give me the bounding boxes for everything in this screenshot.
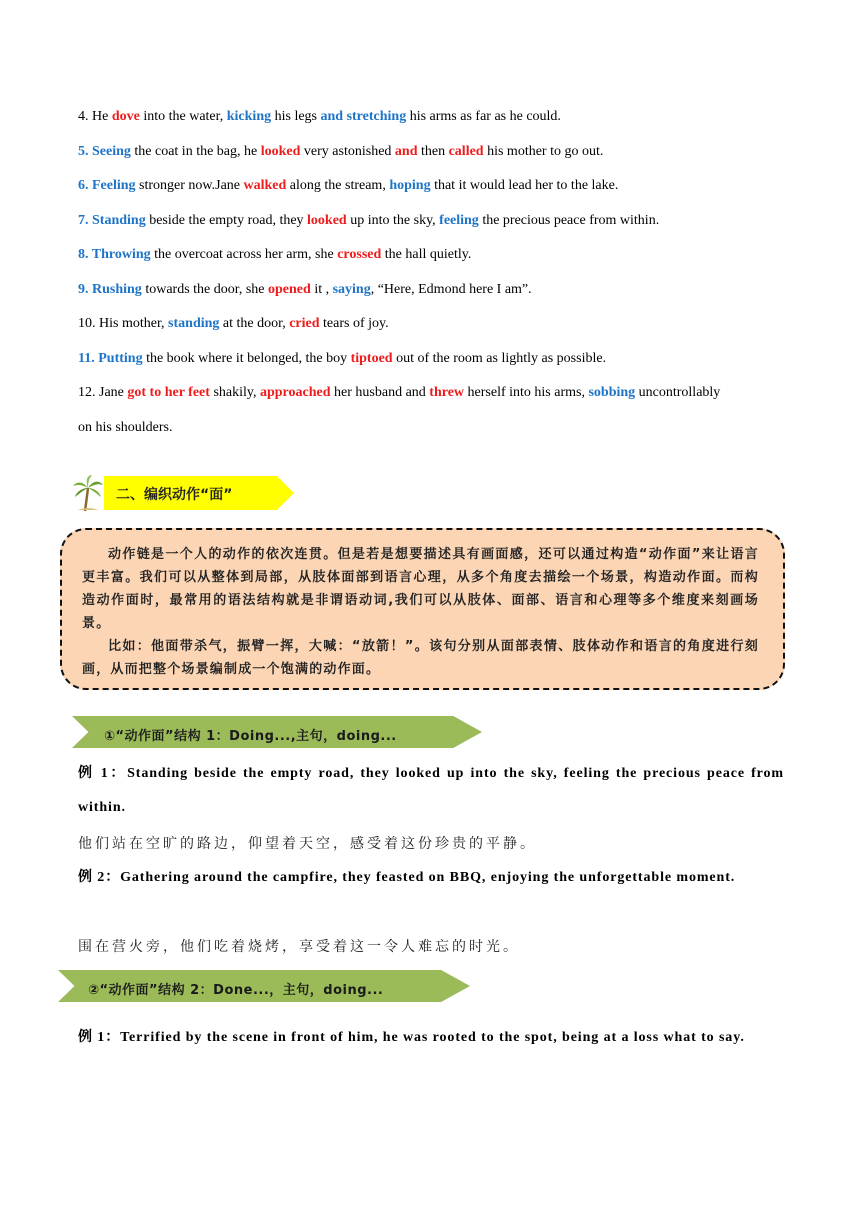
structure-1-example-1: 例 1：Standing beside the empty road, they looked up into the sky, feeling the precious peace from within. <box>78 766 784 815</box>
palm-tree-icon <box>72 474 104 512</box>
highlighted-verb: got to her feet <box>127 385 210 400</box>
sentence-text: it , <box>310 282 333 297</box>
sentence-text: his legs <box>271 109 321 124</box>
sentence-line <box>78 351 606 367</box>
highlighted-verb: kicking <box>226 109 272 124</box>
sentence-text: tears of joy. <box>319 316 389 331</box>
highlighted-verb: standing <box>168 316 220 331</box>
sentence-text: then <box>417 144 449 159</box>
sentence-text: shakily, <box>209 385 260 400</box>
sentence-text: his arms as far as he could. <box>406 109 561 124</box>
sentence-text: that it would lead her to the lake. <box>430 178 619 193</box>
highlighted-verb: looked <box>260 144 301 159</box>
highlighted-verb: looked <box>307 213 347 228</box>
highlighted-verb: feeling <box>439 213 479 228</box>
highlighted-verb: dove <box>111 109 140 124</box>
sentence-line <box>78 144 603 160</box>
note-paragraph-1: 动作链是一个人的动作的依次连贯。但是若是想要描述具有画面感，还可以通过构造“动作面”来让语言更丰富。我们可以从整体到局部，从肢体面部到语言心理，从多个角度去描绘一个场景，构造动作面。而构造动作面时，最常用的语法结构就是非谓语动词,我们可以从肢体、面部、语言和心理等多个维度来刻画场景。 <box>82 547 759 631</box>
sentence-text: her husband and <box>330 385 430 400</box>
structure-2-example-1: 例 1：Terrified by the scene in front of him, he was rooted to the spot, being at a loss what to say. <box>78 1030 745 1045</box>
sentence-text: herself into his arms, <box>464 385 589 400</box>
highlighted-verb: 9. Rushing <box>78 282 142 297</box>
sentence-text: 10. His mother, <box>78 316 169 331</box>
sentence-text: very astonished <box>300 144 395 159</box>
highlighted-verb: opened <box>268 282 311 297</box>
sentence-text: his mother to go out. <box>483 144 604 159</box>
highlighted-verb: 7. Standing <box>78 213 146 228</box>
note-paragraph-2: 比如：他面带杀气，振臂一挥，大喊：“放箭！”。该句分别从面部表情、肢体动作和语言的角度进行刻画，从而把整个场景编制成一个饱满的动作面。 <box>82 639 759 677</box>
sentence-text: up into the sky, <box>346 213 440 228</box>
sentence-text: into the water, <box>139 109 227 124</box>
sentence-text: the coat in the bag, he <box>130 144 261 159</box>
sentence-line <box>78 282 532 298</box>
sentence-text: the book where it belonged, the boy <box>142 351 351 366</box>
sentence-text: the overcoat across her arm, she <box>150 247 338 262</box>
sentence-text: uncontrollably <box>635 385 721 400</box>
sentence-line <box>78 213 659 229</box>
structure-1-label: ①“动作面”结构 1：Doing...,主句，doing... <box>104 729 397 744</box>
highlighted-verb: threw <box>429 385 465 400</box>
sentence-text: towards the door, she <box>141 282 269 297</box>
sentence-line <box>78 178 618 194</box>
sentence-text: the hall quietly. <box>381 247 472 262</box>
highlighted-verb: 8. Throwing <box>78 247 151 262</box>
sentence-line <box>78 385 720 401</box>
highlighted-verb: and stretching <box>320 109 407 124</box>
sentence-line <box>78 109 561 125</box>
highlighted-verb: approached <box>259 385 331 400</box>
sentence-line <box>78 247 471 263</box>
highlighted-verb: called <box>448 144 484 159</box>
sentence-text: along the stream, <box>286 178 390 193</box>
highlighted-verb: 6. Feeling <box>78 178 136 193</box>
structure-1-example-1-translation: 他们站在空旷的路边，仰望着天空，感受着这份珍贵的平静。 <box>78 836 537 852</box>
sentence-text: beside the empty road, they <box>145 213 308 228</box>
highlighted-verb: saying <box>332 282 371 297</box>
section-heading: 二、编织动作“面” <box>116 487 233 503</box>
sentence-text: on his shoulders. <box>78 420 173 435</box>
sentence-text: out of the room as lightly as possible. <box>392 351 607 366</box>
highlighted-verb: cried <box>289 316 320 331</box>
structure-1-example-2: 例 2：Gathering around the campfire, they feasted on BBQ, enjoying the unforgettable moment. <box>78 870 736 885</box>
highlighted-verb: 11. Putting <box>78 351 143 366</box>
sentence-text: 12. Jane <box>78 385 128 400</box>
highlighted-verb: 5. Seeing <box>78 144 131 159</box>
sentence-text: at the door, <box>219 316 290 331</box>
highlighted-verb: hoping <box>389 178 431 193</box>
highlighted-verb: walked <box>243 178 287 193</box>
sentence-text: the precious peace from within. <box>478 213 660 228</box>
highlighted-verb: crossed <box>337 247 382 262</box>
highlighted-verb: and <box>394 144 418 159</box>
sentence-line <box>78 316 389 332</box>
sentence-line <box>78 420 173 436</box>
sentence-text: stronger now.Jane <box>135 178 244 193</box>
explanation-note <box>60 528 785 690</box>
highlighted-verb: sobbing <box>588 385 636 400</box>
sentence-text: , “Here, Edmond here I am”. <box>370 282 532 297</box>
structure-2-label: ②“动作面”结构 2：Done...，主句，doing... <box>88 983 384 998</box>
sentence-text: 4. He <box>78 109 112 124</box>
highlighted-verb: tiptoed <box>350 351 393 366</box>
structure-1-example-2-translation: 围在营火旁，他们吃着烧烤，享受着这一令人难忘的时光。 <box>78 939 520 955</box>
